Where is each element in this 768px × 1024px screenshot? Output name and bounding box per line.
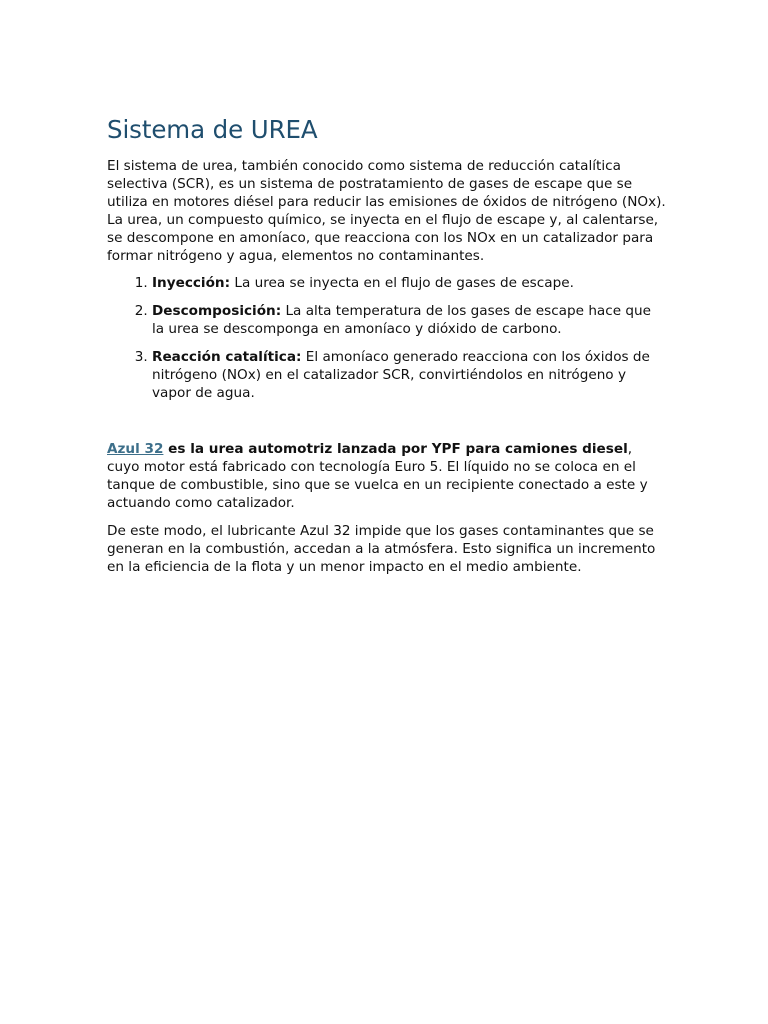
azul-paragraph [107,440,667,512]
azul-32-link[interactable]: Azul 32 [107,441,164,457]
step-term: Descomposición: [152,303,282,319]
spacer [107,412,667,440]
step-text: La urea se inyecta en el flujo de gases de escape. [230,275,574,291]
steps-list [107,274,667,402]
step-text: La alta temperatura de los gases de escape hace que la urea se descomponga en amoníaco y dióxido de carbono. [152,303,652,337]
document-page [107,112,667,576]
list-item [152,348,667,402]
intro-paragraph: El sistema de urea, también conocido como sistema de reducción catalítica selectiva (SCR), es un sistema de postratamiento de gases de escape que se utiliza en motores diésel para reducir las emisiones de óxidos de nitrógeno (NOx). La urea, un compuesto químico, se inyecta en el flujo de escape y, al calentarse, se descompone en amoníaco, que reacciona con los NOx en un catalizador para formar nitrógeno y agua, elementos no contaminantes. [107,158,666,264]
list-item [152,302,667,338]
step-term: Inyección: [152,275,231,291]
step-term: Reacción catalítica: [152,349,302,365]
page-title: Sistema de UREA [107,115,318,144]
azul-bold-text: es la urea automotriz lanzada por YPF para camiones diesel [163,441,628,457]
list-item [152,274,667,292]
closing-paragraph: De este modo, el lubricante Azul 32 impide que los gases contaminantes que se generan en la combustión, accedan a la atmósfera. Esto significa un incremento en la eficiencia de la flota y un menor impacto en el medio ambiente. [107,523,656,575]
azul-rest-text: , cuyo motor está fabricado con tecnología Euro 5. El líquido no se coloca en el tanque de combustible, sino que se vuelca en un recipiente conectado a este y actuando como catalizador. [107,441,648,511]
step-text: El amoníaco generado reacciona con los óxidos de nitrógeno (NOx) en el catalizador SCR, convirtiéndolos en nitrógeno y vapor de agua. [152,349,650,401]
